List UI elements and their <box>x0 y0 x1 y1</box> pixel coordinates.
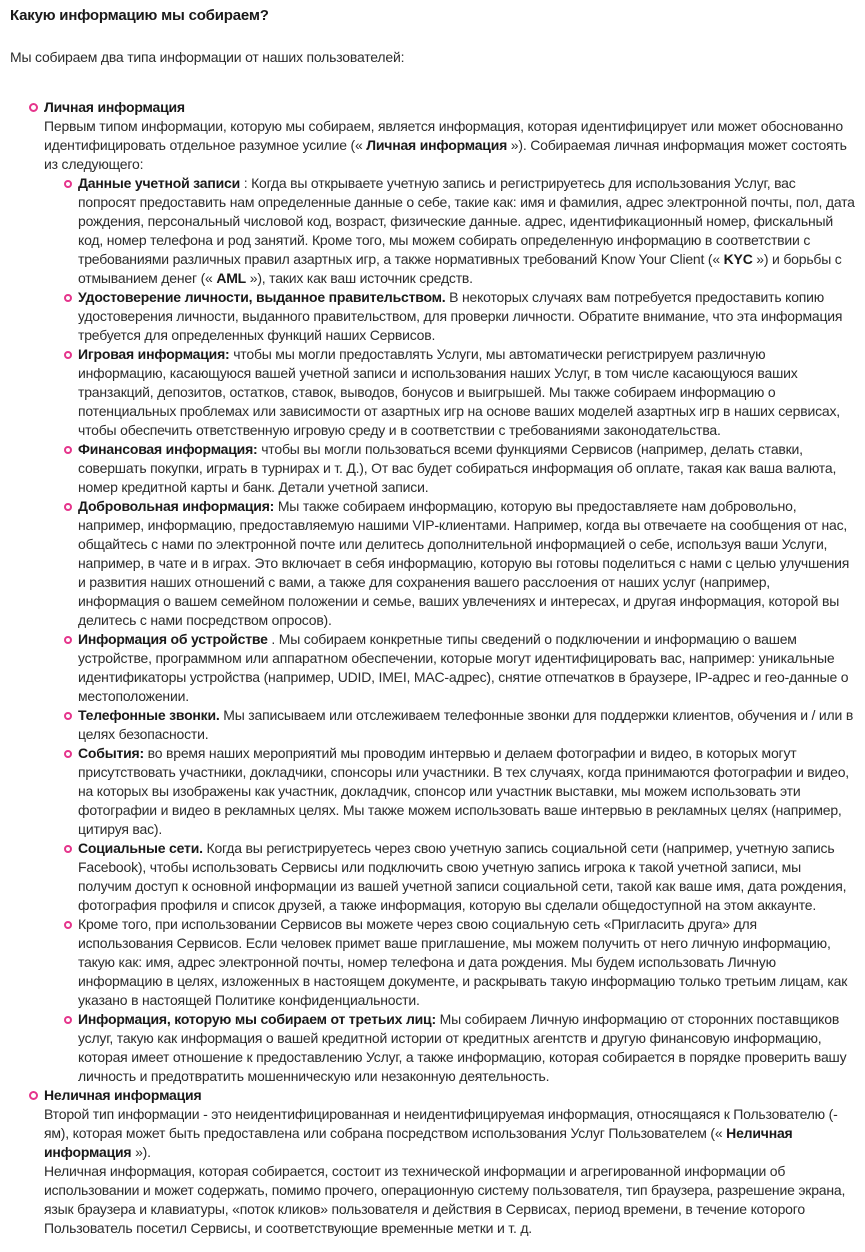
bold-text: Неличная информация <box>44 1125 793 1160</box>
section-item <box>44 98 855 1086</box>
list-item-text: Финансовая информация: чтобы вы могли пользоваться всеми функциями Сервисов (например, делать ставки, совершать покупки, играть в турнирах и т. Д.), От вас будет собираться информация об оплате, такая как ваша валюта, номер кредитной карты и банк. Детали учетной записи. <box>78 441 837 495</box>
section-item <box>44 1086 855 1238</box>
bold-text: KYC <box>723 251 753 267</box>
list-item <box>78 1010 855 1086</box>
section-heading: Личная информация <box>44 99 185 115</box>
bold-text: Информация об устройстве <box>78 631 268 647</box>
list-item-text: Информация, которую мы собираем от третьих лиц: Мы собираем Личную информацию от сторонних поставщиков услуг, такую как информация о вашей кредитной истории от кредитных агентств и другую финансовую информацию, которая имеет отношение к предоставлению Услуг, а также информацию, которая собирается в порядке проверить вашу личность и предотвратить мошенническую или незаконную деятельность. <box>78 1011 847 1084</box>
list-item-text: Информация об устройстве . Мы собираем конкретные типы сведений о подключении и информацию о вашем устройстве, программном или аппаратном обеспечении, которые могут идентифицировать вас, например: уникальные идентификаторы устройства (например, UDID, IMEI, MAC-адрес), снятие отпечатков в браузере, IP-адрес и гео-данные о местоположении. <box>78 631 849 704</box>
bold-text: Информация, которую мы собираем от третьих лиц: <box>78 1011 436 1027</box>
bold-text: Личная информация <box>366 137 508 153</box>
bullet-icon <box>64 921 72 929</box>
list-item <box>78 706 855 744</box>
section-heading: Неличная информация <box>44 1087 202 1103</box>
list-item-text: Игровая информация: чтобы мы могли предоставлять Услуги, мы автоматически регистрируем различную информацию, касающуюся вашей учетной записи и использования наших Услуг, в том числе касающуюся ваших транзакций, депозитов, остатков, ставок, выводов, бонусов и выигрышей. Мы также собираем информацию о потенциальных проблемах или зависимости от азартных игр на основе ваших моделей азартных игр в наших сервисах, чтобы обеспечить ответственную игровую среду и в соответствии с требованиями законодательства. <box>78 346 840 438</box>
info-types-list <box>10 98 855 1238</box>
list-item-text: Добровольная информация: Мы также собираем информацию, которую вы предоставляете нам добровольно, например, информацию, предоставляемую нашими VIP-клиентами. Например, когда вы отвечаете на сообщения от нас, общайтесь с нами по электронной почте или делитесь дополнительной информацией о себе, используя ваши Услуги, например, в чате и в играх. Это включает в себя информацию, которую вы готовы поделиться с нами с целью улучшения и развития наших отношений с вами, а также для сохранения вашего расслоения от наших услуг (например, информация о вашем семейном положении и семье, ваших увлечениях и интересах, и другая информация, которой вы делитесь с нами посредством опросов). <box>78 498 850 628</box>
bullet-icon <box>64 503 72 511</box>
privacy-policy-document <box>10 6 855 1238</box>
bullet-icon <box>29 103 38 112</box>
list-item-text: Данные учетной записи : Когда вы открываете учетную запись и регистрируетесь для использования Услуг, вас попросят предоставить нам определенные данные о себе, такие как: имя и фамилия, адрес электронной почты, пол, дата рождения, персональный числовой код, возраст, физические данные. адрес, идентификационный номер, фискальный код, номер телефона и род занятий. Кроме того, мы можем собирать определенную информацию в соответствии с требованиями различных правил азартных игр, а также нормативных требований Know Your Client (« KYC ») и борьбы с отмыванием денег (« AML »), таких как ваш источник средств. <box>78 175 855 286</box>
bullet-icon <box>64 750 72 758</box>
bullet-icon <box>64 180 72 188</box>
section-paragraph: Второй тип информации - это неидентифицированная и неидентифицируемая информация, относящаяся к Пользователю (-ям), которая может быть предоставлена или собрана посредством использования Услуг Пользователем (« Неличная информация »). <box>44 1106 838 1160</box>
list-item-text: Телефонные звонки. Мы записываем или отслеживаем телефонные звонки для поддержки клиентов, обучения и / или в целях безопасности. <box>78 707 854 742</box>
page-title: Какую информацию мы собираем? <box>10 7 269 24</box>
list-item-text: Социальные сети. Когда вы регистрируетесь через свою учетную запись социальной сети (например, учетную запись Facebook), чтобы использовать Сервисы или подключить свою учетную запись игрока к такой учетной записи, мы получим доступ к основной информации из вашей учетной записи социальной сети, такой как ваше имя, дата рождения, фотография профиля и список друзей, а также информация, которую вы сделали общедоступной на этом аккаунте. <box>78 840 847 913</box>
bullet-icon <box>64 1016 72 1024</box>
list-item-text: Кроме того, при использовании Сервисов вы можете через свою социальную сеть «Пригласить друга» для использования Сервисов. Если человек примет ваше приглашение, мы можем получить от него личную информацию, такую как: имя, адрес электронной почты, номер телефона и дата рождения. Мы будем использовать Личную информацию в целях, изложенных в настоящем документе, и раскрывать такую информацию только третьим лицам, как указано в настоящей Политике конфиденциальности. <box>78 916 848 1008</box>
bullet-icon <box>64 636 72 644</box>
list-item <box>78 744 855 839</box>
list-item-text: События: во время наших мероприятий мы проводим интервью и делаем фотографии и видео, в которых могут присутствовать участники, докладчики, спонсоры или участники. В тех случаях, когда принимаются фотографии и видео, на которых вы изображены как участник, докладчик, спонсор или участник выставки, мы можем использовать эти фотографии и видео в рекламных целях. Мы также можем использовать ваше интервью в рекламных целях (например, цитируя вас). <box>78 745 849 837</box>
list-item-text: Удостоверение личности, выданное правительством. В некоторых случаях вам потребуется предоставить копию удостоверения личности, выданного правительством, для проверки личности. Обратите внимание, что эта информация требуется для определенных функций наших Сервисов. <box>78 289 843 343</box>
list-item <box>78 839 855 915</box>
list-item <box>78 915 855 1010</box>
sub-list <box>44 174 855 1086</box>
section-paragraph: Неличная информация, которая собирается, состоит из технической информации и агрегированной информации об использовании и может содержать, помимо прочего, операционную систему пользователя, тип браузера, разрешение экрана, язык браузера и клавиатуры, «поток кликов» пользователя и действия в Сервисах, период времени, в течение которого Пользователь посетил Сервисы, и соответствующие временные метки и т. д. <box>44 1163 846 1236</box>
bold-text: Данные учетной записи <box>78 175 240 191</box>
bullet-icon <box>64 446 72 454</box>
bullet-icon <box>64 294 72 302</box>
list-item <box>78 174 855 288</box>
intro-text: Мы собираем два типа информации от наших пользователей: <box>10 49 405 65</box>
list-item <box>78 440 855 497</box>
bold-text: Социальные сети. <box>78 840 203 856</box>
bold-text: Финансовая информация: <box>78 441 258 457</box>
bold-text: Игровая информация: <box>78 346 230 362</box>
bold-text: AML <box>216 270 247 286</box>
list-item <box>78 345 855 440</box>
bold-text: Телефонные звонки. <box>78 707 220 723</box>
list-item <box>78 288 855 345</box>
section-paragraph: Первым типом информации, которую мы собираем, является информация, которая идентифицирует или может обоснованно идентифицировать отдельное разумное усилие (« Личная информация »). Собираемая личная информация может состоять из следующего: <box>44 118 847 172</box>
bullet-icon <box>64 712 72 720</box>
bold-text: Удостоверение личности, выданное правительством. <box>78 289 446 305</box>
bold-text: События: <box>78 745 144 761</box>
bold-text: Добровольная информация: <box>78 498 275 514</box>
list-item <box>78 497 855 630</box>
bullet-icon <box>64 351 72 359</box>
bullet-icon <box>64 845 72 853</box>
list-item <box>78 630 855 706</box>
bullet-icon <box>29 1091 38 1100</box>
